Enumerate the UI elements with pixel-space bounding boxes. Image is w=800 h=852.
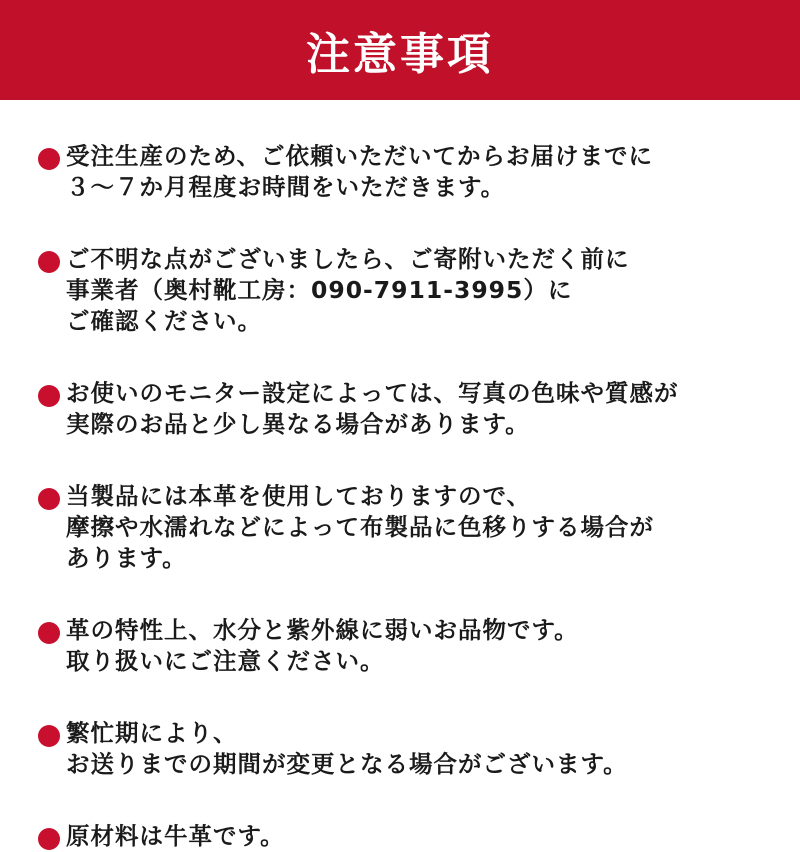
note-line: 実際のお品と少し異なる場合があります。 [66,410,530,438]
note-line: 摩擦や水濡れなどによって布製品に色移りする場合が [66,513,654,541]
note-line: 革の特性上、水分と紫外線に弱いお品物です。 [66,616,579,644]
note-item [38,378,778,440]
note-line: ３～７か月程度お時間をいただきます。 [66,173,506,201]
note-line: お送りまでの期間が変更となる場合がございます。 [66,750,628,778]
bullet-dot-icon [38,251,60,273]
note-line: 事業者（奥村靴工房：090-7911-3995）に [66,276,573,304]
note-item [38,821,778,852]
note-line: 取り扱いにご注意ください。 [66,647,385,675]
note-line: 当製品には本革を使用しておりますので、 [66,482,532,510]
page-title: 注意事項 [306,29,494,80]
bullet-dot-icon [38,828,60,850]
note-item [38,244,778,337]
note-item [38,141,778,203]
note-line: ご確認ください。 [66,307,262,335]
bullet-dot-icon [38,725,60,747]
note-item [38,718,778,780]
note-line: お使いのモニター設定によっては、写真の色味や質感が [66,379,679,407]
notes-list [38,141,778,852]
bullet-dot-icon [38,488,60,510]
bullet-dot-icon [38,148,60,170]
note-line: ご不明な点がございましたら、ご寄附いただく前に [66,245,630,273]
bullet-dot-icon [38,385,60,407]
note-line: あります。 [66,544,187,572]
note-line: 受注生産のため、ご依頼いただいてからお届けまでに [66,142,654,170]
bullet-dot-icon [38,622,60,644]
header-banner [0,0,800,100]
note-item [38,615,778,677]
note-line: 繁忙期により、 [66,719,238,747]
note-item [38,481,778,574]
note-line: 原材料は牛革です。 [66,822,285,850]
